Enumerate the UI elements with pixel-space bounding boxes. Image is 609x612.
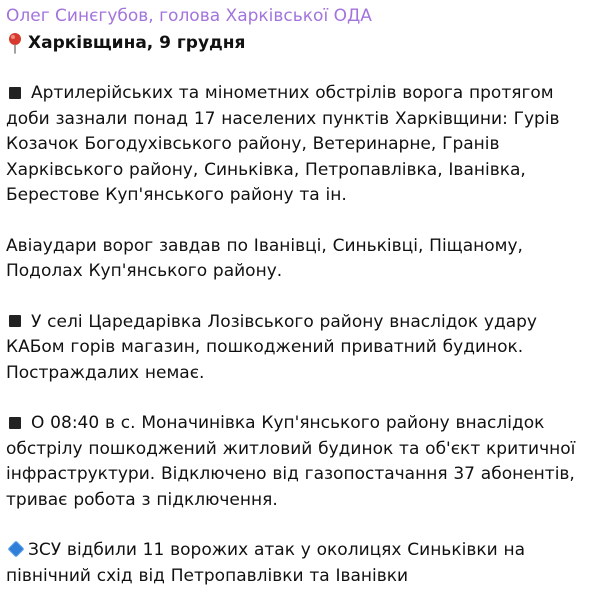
text-line: Харківського району, Синьківка, Петропавлівка, Іванівка,	[6, 159, 526, 180]
text-line: Подолах Куп'янського району.	[6, 261, 283, 281]
text-line: Козачок Богодухівського району, Ветеринарне, Гранів	[6, 134, 500, 154]
paragraph-zsu-attacks	[6, 538, 601, 589]
text-line-content: О 08:40 в с. Моначинівка Куп'янського району внаслідок	[31, 413, 545, 433]
blue-diamond-icon	[8, 541, 25, 558]
black-square-icon	[9, 87, 21, 99]
text-line: обстрілу пошкоджений житловий будинок та об'єкт критичної	[6, 438, 576, 459]
text-line: Постраждалих немає.	[6, 362, 205, 383]
text-line: північний схід від Петропавлівки та Іванівки	[6, 565, 409, 586]
post-author[interactable]: Олег Синєгубов, голова Харківської ОДА	[6, 6, 372, 26]
text-line	[6, 310, 601, 336]
text-line	[6, 538, 601, 564]
text-line-content: У селі Царедарівка Лозівського району внаслідок удару	[31, 311, 537, 332]
text-line: інфраструктури. Відключено від газопостачання 37 абонентів,	[6, 464, 575, 484]
black-square-icon	[9, 315, 21, 327]
text-line: триває робота з підключення.	[6, 489, 278, 510]
pushpin-icon	[6, 32, 24, 54]
paragraph-monachynivka	[6, 411, 601, 513]
text-line	[6, 411, 601, 437]
text-line: Берестове Куп'янського району та ін.	[6, 185, 347, 205]
black-square-icon	[9, 417, 21, 429]
post-location-line	[6, 30, 601, 56]
location-date-text: Харківщина, 9 грудня	[28, 33, 246, 53]
paragraph-tsaredarivka	[6, 310, 601, 387]
text-line-content: Артилерійських та мінометних обстрілів ворога протягом	[31, 83, 554, 103]
paragraph-shelling	[6, 81, 601, 209]
text-line	[6, 81, 601, 107]
text-line: КАБом горів магазин, пошкоджений приватний будинок.	[6, 337, 524, 357]
text-line-content: ЗСУ відбили 11 ворожих атак у околицях Синьківки на	[28, 540, 525, 560]
paragraph-airstrikes	[6, 234, 601, 285]
text-line: доби зазнали понад 17 населених пунктів Харківщини: Гурів	[6, 108, 560, 129]
text-line: Авіаудари ворог завдав по Іванівці, Синьківці, Піщаному,	[6, 235, 523, 256]
